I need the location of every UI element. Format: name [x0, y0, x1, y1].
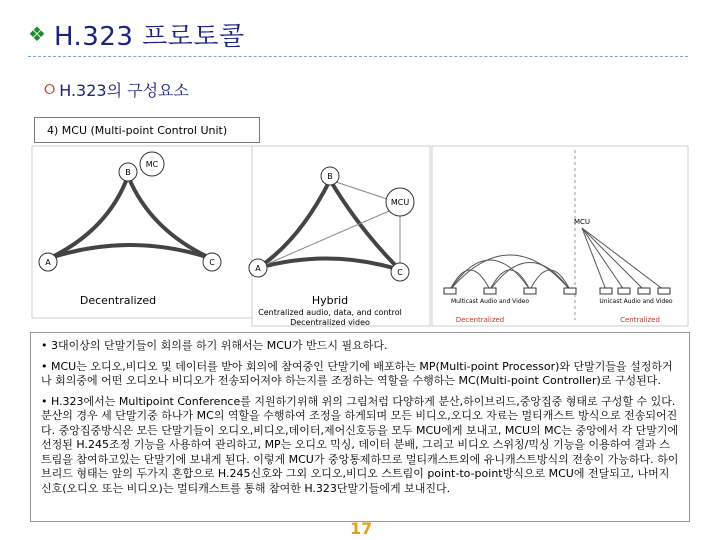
description-box — [30, 332, 690, 522]
label-mc: MC — [145, 160, 159, 169]
comparison-mcu-label: MCU — [573, 218, 591, 226]
comparison-centralized-title: Centralized — [620, 316, 660, 324]
label-b: B — [125, 168, 131, 177]
label-c: C — [209, 258, 215, 267]
unicast-caption: Unicast Audio and Video — [599, 298, 673, 305]
hybrid-note-line1: Centralized audio, data, and control — [258, 308, 402, 317]
hybrid-caption: Hybrid — [311, 294, 349, 307]
page-number: 17 — [350, 519, 373, 538]
paragraph-2: • MCU는 오디오,비디오 및 데이터를 받아 회의에 참여중인 단말기에 배포하는 MP(Multi-point Processor)와 단말기들을 설정하거나 회의중에 어떤 오디오나 비디오가 전송되어져야 하는지를 조정하는 역할을 수행하는 MC(Multi-point Controller)로 구성된다. — [41, 359, 673, 387]
subtitle-text: H.323의 구성요소 — [59, 81, 189, 100]
paragraph-3: • H.323에서는 Multipoint Conference를 지원하기위해 위의 그림처럼 다양하게 분산,하이브리드,중앙집중 형태로 구성할 수 있다. 분산의 경우 세 단말기중 하나가 MC의 역할을 수행하여 조정을 하게되며 모든 비디오,오디오 자료는 멀티캐스트 방식으로 전송되어진다. 중앙집중방식은 모든 단말기들이 오디오,비디오,데이터,제어신호등을 모두 MCU에게 보내고, MCU의 MC는 중앙에서 각 단말기에 선정된 H.245조정 기능을 사용하여 관리하고, MP는 오디오 믹싱, 데이터 분배, 그리고 비디오 스위칭/믹싱 기능을 이용하여 결과 스트림을 참여하고있는 단말기에 보내게 된다. 이렇게 MCU가 중앙통제하므로 멀티캐스트외에 유니캐스트방식의 전송이 가능하다. 하이브리드 형태는 앞의 두가지 혼합으로 H.245신호와 그외 오디오,비디오 스트림이 point-to-point방식으로 MCU에 전달되고, 나머지 신호(오디오 또는 비디오)는 멀티캐스트를 통해 참여한 H.323단말기들에게 보내진다. — [41, 394, 679, 495]
hybrid-note-line2: Decentralized video — [290, 318, 370, 327]
label-a: A — [45, 258, 51, 267]
decentralized-panel — [32, 146, 252, 318]
hybrid-label-c: C — [397, 268, 403, 277]
decentralized-caption: Decentralized — [79, 294, 157, 307]
multicast-caption: Multicast Audio and Video — [451, 298, 529, 305]
diamond-bullet-icon: ❖ — [28, 22, 46, 46]
hybrid-label-mcu: MCU — [390, 198, 410, 207]
slide-title-text: H.323 프로토콜 — [53, 21, 245, 52]
paragraph-1: • 3대이상의 단말기들이 회의를 하기 위해서는 MCU가 반드시 필요하다. — [41, 339, 388, 352]
comparison-decentralized-title: Decentralized — [455, 316, 505, 324]
section-label: 4) MCU (Multi-point Control Unit) — [47, 123, 228, 137]
hybrid-label-b: B — [327, 172, 333, 181]
ring-bullet-icon: ⭘ — [44, 81, 56, 98]
hybrid-label-a: A — [255, 264, 261, 273]
